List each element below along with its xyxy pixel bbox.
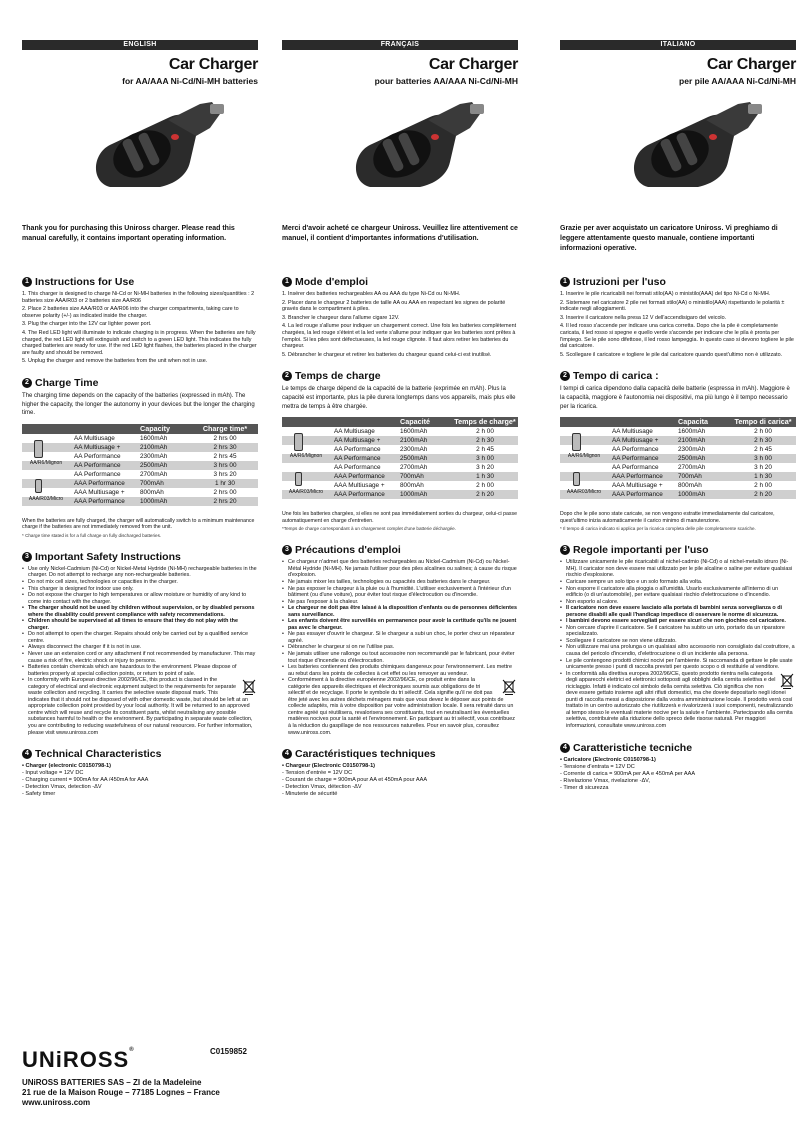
page-title: Car Charger [168, 56, 258, 73]
header-capacity: Capacité [400, 417, 430, 427]
charge-time-footnote: * Charge time stated is for a full charge on fully discharged batteries. [22, 532, 162, 538]
table-row [22, 479, 258, 488]
list-item: 3. Plug the charger into the 12V car lighter power port. [22, 321, 152, 328]
capacity-cell: 700mAh [140, 479, 164, 487]
aa-size-label: AA/R6/Mignon [29, 459, 63, 466]
battery-type-cell: AA Performance [612, 464, 659, 472]
charge-time-cell: 3 hrs 20 [213, 470, 237, 478]
charge-time-cell: 2 h 45 [476, 446, 494, 454]
table-row [560, 463, 796, 472]
safety-item: • Do not attempt to open the charger. Repairs should only be carried out by a qualified service centre. [22, 631, 258, 644]
header-capacity: Capacita [678, 417, 708, 427]
page-title: Car Charger [428, 56, 518, 73]
list-item: • Charger (electronic C0150798-1) [22, 763, 112, 770]
list-item: 2. Placer dans le chargeur 2 batteries de taille AA ou AAA en respectant les signes de polarité gravés dans le compartiment à piles. [282, 299, 506, 313]
section-safety-heading [282, 544, 518, 556]
battery-type-cell: AA Multiusage + [74, 443, 121, 451]
header-capacity: Capacity [140, 423, 170, 433]
battery-type-cell: AAA Multiusage + [612, 482, 663, 490]
page-title: Car Charger [706, 56, 796, 73]
waste-bin-crossed-icon [780, 673, 794, 689]
number-2-icon: 2 [560, 371, 570, 381]
section-instructions-heading [22, 276, 258, 288]
safety-item: • Non cercare d'aprire il caricatore. Se il caricatore ha subito un urto, portarlo da un riparatore specializzato. [560, 625, 796, 638]
italian-column [560, 40, 796, 792]
section-safety-heading [22, 551, 258, 563]
address-line-1: UNiROSS BATTERIES SAS – ZI de la Madeleine [22, 1078, 202, 1087]
section-technical-heading [560, 742, 796, 754]
section-title: Temps de charge [295, 370, 381, 383]
safety-item: • Batteries contain chemicals which are hazardous to the environment. Please dispose of batteries properly at special collection points, or return to point of sale. [22, 664, 258, 677]
section-title: Technical Characteristics [35, 748, 162, 761]
list-item: - Courant de charge = 900mA pour AA et 450mA pour AAA [282, 777, 428, 784]
safety-item: • Il caricatore non deve essere lasciato alla portata di bambini senza sorveglianza o di persone disabili alle quali l'handicap impedisce di osservare le norme di sicurezza. [560, 605, 796, 618]
charge-time-cell: 2 hrs 30 [213, 443, 237, 451]
capacity-cell: 800mAh [678, 482, 702, 490]
safety-list [560, 559, 796, 729]
safety-item: • Children should be supervised at all times to ensure that they do not play with the charger. [22, 618, 258, 631]
number-2-icon: 2 [282, 371, 292, 381]
table-row [282, 436, 518, 445]
capacity-cell: 2700mAh [678, 464, 706, 472]
table-header [22, 424, 258, 434]
aa-battery-icon [34, 440, 43, 458]
section-title: Instructions for Use [35, 276, 135, 288]
list-item: • Caricatore (Electronic C0150798-1) [560, 756, 656, 763]
safety-item: • Utilizzare unicamente le pile ricaricabili al nichel-cadmio (Ni-Cd) o al nichel-metallo idruro (Ni-MH). Il caricator non deve essere mai utilizzato per le pile alcaline o saline per evitare qualsiasi rischio d'esplosione. [560, 559, 796, 579]
safety-item [22, 677, 258, 736]
list-item: - Rivelazione Vmax, rivelazione -ΔV, [560, 777, 650, 784]
capacity-cell: 1600mAh [140, 434, 168, 442]
document-code: C0159852 [210, 1047, 247, 1056]
table-header [560, 417, 796, 427]
header-charge-time: Charge time* [202, 423, 248, 433]
address-line-2: 21 rue de la Maison Rouge – 77185 Lognes – France [22, 1088, 220, 1097]
aaa-battery-icon [573, 472, 580, 486]
battery-type-cell: AAA Performance [334, 473, 385, 481]
battery-type-cell: AAA Multiusage + [334, 482, 385, 490]
section-title: Caractéristiques techniques [295, 748, 436, 761]
list-item: 2. Place 2 batteries size AAA/R03 or AA/R06 into the charger compartments, taking care to observe polarity (+/-) as indicated inside the charger. [22, 306, 239, 319]
battery-type-cell: AAA Performance [612, 491, 663, 499]
list-item: 1. Inserire le pile ricaricabili nei formati stilo(AA) o ministilo(AAA) del tipo Ni-Cd o Ni-MH. [560, 291, 771, 297]
section-technical-heading [22, 748, 258, 760]
capacity-cell: 1000mAh [678, 491, 706, 499]
list-item: 5. Débrancher le chargeur et retirer les batteries du chargeur quand celui-ci est inutilisé. [282, 351, 492, 358]
list-item: - Detection Vmax, détection -ΔV [282, 784, 362, 791]
aa-battery-icon [572, 433, 581, 451]
table-row [560, 472, 796, 481]
section-technical-heading [282, 748, 518, 760]
maintenance-note: Dopo che le pile sono state caricate, se non vengono estratte immediatamente dal caricatore, quest'ultimo inizia automaticamente il carico minimo di manutenzione. [560, 511, 775, 524]
intro-text: Merci d'avoir acheté ce chargeur Uniross. Veuillez lire attentivement ce manuel, il contient d'importantes informations d'utilisation. [282, 225, 518, 242]
battery-type-cell: AAA Multiusage + [74, 488, 125, 496]
capacity-cell: 1600mAh [400, 428, 428, 436]
number-1-icon: 1 [282, 277, 292, 287]
battery-type-cell: AA Performance [74, 470, 121, 478]
safety-item: • This charger is designed for indoor use only. [22, 586, 258, 593]
number-4-icon: 4 [282, 749, 292, 759]
charge-time-text: Le temps de charge dépend de la capacité de la batterie (exprimée en mAh). Plus la capacité est importante, plus la pile durera longtemps dans vos appareils, mais plus elle mettra de temps à être chargée. [282, 386, 516, 410]
aa-battery-icon [294, 433, 303, 451]
charge-time-footnote: * Il tempo di carica indicato si applica per la ricarica completa delle pile completamente scariche. [560, 526, 756, 532]
aaa-size-label: AAA/R03/Micro [28, 495, 64, 502]
safety-item: • Do not expose the charger to high temperatures or allow moisture or humidity of any kind to come into contact with the charger. [22, 592, 258, 605]
safety-item: • Do not mix cell sizes, technologies or capacities in the charger. [22, 579, 258, 586]
capacity-cell: 2500mAh [140, 461, 168, 469]
battery-type-cell: AA Performance [74, 452, 121, 460]
aaa-battery-icon [295, 472, 302, 486]
capacity-cell: 2500mAh [400, 455, 428, 463]
battery-type-cell: AAA Performance [74, 479, 125, 487]
charge-time-cell: 2 hrs 20 [213, 497, 237, 505]
charge-time-cell: 2 h 30 [476, 437, 494, 445]
section-safety-heading [560, 544, 796, 556]
instructions-list [560, 291, 796, 358]
section-title: Charge Time [35, 376, 99, 389]
charge-time-cell: 1 h 30 [476, 473, 494, 481]
charge-time-cell: 2 hrs 00 [213, 488, 237, 496]
page-subtitle: pour batteries AA/AAA Ni-Cd/Ni-MH [374, 76, 518, 86]
list-item: - Corrente di carica = 900mA per AA e 450mA per AAA [560, 770, 696, 777]
safety-item [560, 671, 796, 730]
section-charge-time-heading [22, 377, 258, 389]
company-address [22, 1078, 220, 1108]
french-column [282, 40, 518, 798]
header-charge-time: Tempo di carica* [734, 417, 792, 427]
list-item: - Timer di sicurezza [560, 784, 609, 791]
intro-text: Thank you for purchasing this Uniross charger. Please read this manual carefully, it contains important operating information. [22, 225, 235, 242]
charge-time-table [22, 424, 258, 506]
battery-type-cell: AA Performance [334, 446, 381, 454]
header-charge-time: Temps de charge* [454, 417, 516, 427]
charge-time-cell: 3 h 00 [754, 455, 772, 463]
section-title: Mode d'emploi [295, 276, 369, 288]
charge-time-cell: 2 h 20 [476, 491, 494, 499]
safety-item: • Ce chargeur n'admet que des batteries rechargeables au Nickel-Cadmium (Ni-Cd) ou Nickel-Métal Hydride (Ni-MH). Ne jamais l'utiliser pour des piles alcalines ou salines; à cause du risque d'explosion. [282, 559, 518, 579]
capacity-cell: 2300mAh [140, 452, 168, 460]
aa-size-label: AA/R6/Mignon [289, 453, 323, 460]
technical-list [22, 763, 258, 798]
safety-item: • Le pile contengono prodotti chimici nocivi per l'ambiente. Si raccomanda di gettare le pile usate unicamente presso i punti di raccolta previsti per questo scopo o di restituirle al venditore. [560, 658, 796, 671]
safety-item: • Non utilizzare mai una prolunga o un qualsiasi altro accessorio non consigliato dal costruttore, a causa del pericolo d'incendio, d'elettrocuzione o di un incidente alla persona. [560, 644, 796, 657]
list-item: - Safety timer [22, 791, 56, 798]
list-item: 5. Unplug the charger and remove the batteries from the unit when not in use. [22, 358, 208, 365]
list-item: 4. Il led rosso s'accende per indicare una carica corretta. Dopo che la pile è completamente caricata, il led rosso si spegne e quello verde s'accende per indicare che le pila è pronta per l'impiego. Se le pile sono difettose, il led rosso lampeggia. In questo caso si devono togliere le pile dal caricatore. [560, 323, 794, 350]
list-item: 3. Inserire il caricatore nella presa 12 V dell'accendisigaro del veicolo. [560, 314, 727, 321]
list-item: - Tension d'entrée = 12V DC [282, 770, 353, 777]
section-title: Tempo di carica : [573, 370, 659, 383]
table-row [22, 470, 258, 479]
safety-item: • The charger should not be used by children without supervision, or by disabled persons where the disability could prevent compliance with safety recommendations. [22, 605, 258, 618]
language-header: ENGLISH [22, 40, 258, 50]
charge-time-cell: 2 hrs 00 [213, 434, 237, 442]
english-column [22, 40, 258, 798]
charge-time-cell: 2 h 00 [754, 428, 772, 436]
number-1-icon: 1 [22, 277, 32, 287]
safety-list [22, 566, 258, 736]
list-item: 2. Sistemare nel caricatore 2 pile nei formati stilo(AA) o ministilo(AAA) rispettando le polarità ± indicate negli alloggiamenti. [560, 299, 785, 313]
charge-time-table [560, 417, 796, 499]
website-link[interactable]: www.uniross.com [22, 1098, 91, 1107]
section-title: Caratteristiche tecniche [573, 741, 693, 754]
list-item: - Minuterie de sécurité [282, 791, 338, 798]
charge-time-cell: 2 h 45 [754, 446, 772, 454]
safety-item: • Non esporre il caricatore alla pioggia o all'umidità. Usarlo esclusivamente all'interno di un edificio (o di un'automobile), per evitare qualsiasi rischio d'elettrocuzione o d'incendio. [560, 586, 796, 599]
car-charger-image [588, 92, 768, 202]
capacity-cell: 2500mAh [678, 455, 706, 463]
safety-item: • Les enfants doivent être surveillés en permanence pour avoir la certitude qu'ils ne jouent pas avec le chargeur. [282, 618, 518, 631]
battery-type-cell: AA Performance [334, 455, 381, 463]
car-charger-image [310, 92, 490, 202]
section-title: Important Safety Instructions [35, 550, 181, 563]
list-item: 4. La led rouge s'allume pour indiquer un chargement correct. Une fois les batteries complètement chargées, la led rouge s'éteint et la led verte s'allume pour indiquer que les batteries sont prêtes à l'emploi. Si les piles sont défectueuses, la led rouge clignote. Il faut alors retirer les batteries du chargeur. [282, 323, 517, 350]
charge-time-cell: 2 h 00 [476, 482, 494, 490]
table-row [560, 427, 796, 436]
recycling-text: Conformément à la directive européenne 2002/96/CE, ce produit entre dans la catégorie des appareils électriques et électroniques soumis aux obligations de tri sélectif et de recyclage. Il porte le symbole du tri sélectif. Cela signifie qu'il ne doit pas être jeté avec les autres déchets ménagers mais que vous devez le déposer aux points de collecte adaptés, mis à votre disposition par votre administration locale. Il sera retraité dans un centre agréé qui réutilisera, revalorisera ses constituants, tout en neutralisant les éventuelles matières nocives pour la santé et l'environnement. En participant au tri sélectif, vous contribuez à la réduction du gaspillage de nos ressources naturelles. Pour en savoir plus, consultez www.uniross.com. [288, 677, 515, 736]
charge-time-cell: 3 hrs 00 [213, 461, 237, 469]
table-row [282, 472, 518, 481]
charge-time-text: I tempi di carica dipendono dalla capacità delle batterie (espressa in mAh). Maggiore è la capacità, maggiore è l'autonomia nei dispositivi, ma più lungo è il tempo necessario per la ricarica. [560, 386, 790, 410]
maintenance-note: When the batteries are fully charged, the charger will automatically switch to a minimum maintenance charge if the batteries are not immediately removed from the unit. [22, 517, 255, 531]
list-item: 1. Insérer des batteries rechargeables AA ou AAA du type Ni-Cd ou Ni-MH. [282, 291, 461, 297]
aaa-size-label: AAA/R03/Micro [288, 489, 324, 496]
number-3-icon: 3 [22, 552, 32, 562]
safety-item [282, 677, 518, 736]
safety-item: • Ne jamais utiliser une rallonge ou tout accessoire non recommandé par le fabricant, pour éviter tout risque d'incendie ou d'électrocution. [282, 651, 518, 664]
table-row [560, 436, 796, 445]
battery-type-cell: AA Multiusage [612, 428, 653, 436]
aaa-size-label: AAA/R03/Micro [566, 489, 602, 496]
safety-item: • Ne jamais mixer les tailles, technologies ou capacités des batteries dans le chargeur. [282, 579, 518, 586]
recycling-text: In conformità alla direttiva europea 2002/96/CE, questo prodotto rientra nella categoria degli apparecchi elettrici ed elettronici sottoposti agli obblighi della cernita selettiva e del riciclaggio. Infatti è indicato col simbolo della cernita selettiva. Ciò significa che non deve essere gettato insieme agli altri rifiuti domestici, ma che dovete depositarlo negli idonei punti di raccolta messi a disposizione dalla vostra amministrazione locale. Il prodotto verrà così trattato in un centro autorizzato che riutilizzerà e rivalorizzerà i suoi componenti, neutralizzando al tempo stesso le eventuali materie nocive per la salute e l'ambiente. Partecipando alla cernita selettiva, contribuirete alla riduzione dello spreco delle risorse naturali. Per maggiori informazioni, consultate www.uniross.com [566, 670, 793, 729]
safety-item: • Les batteries contiennent des produits chimiques dangereux pour l'environnement. Les mettre au rebut dans les points de collectes à cet effet ou les renvoyer au vendeur. [282, 664, 518, 677]
number-3-icon: 3 [282, 545, 292, 555]
list-item: - Charging current = 900mA for AA /450mA for AAA [22, 777, 149, 784]
battery-type-cell: AAA Performance [74, 497, 125, 505]
charge-time-cell: 1 hr 30 [215, 479, 235, 487]
charge-time-cell: 2 h 20 [754, 491, 772, 499]
capacity-cell: 2700mAh [400, 464, 428, 472]
list-item: 4. The Red LED light will illuminate to indicate charging is in progress. When the batteries are fully charged, the red LED light will extinguish and switch to a green LED light. This indicates the fully charged batteries are ready for use. If the red LED light flashes, the batteries placed in the charger are faulty and should be removed. [22, 329, 257, 356]
charge-time-cell: 2 h 30 [754, 437, 772, 445]
capacity-cell: 2700mAh [140, 470, 168, 478]
section-title: Précautions d'emploi [295, 544, 401, 557]
safety-item: • Non esporlo al calore. [560, 599, 796, 606]
number-1-icon: 1 [560, 277, 570, 287]
aa-size-label: AA/R6/Mignon [567, 453, 601, 460]
instructions-list [282, 291, 518, 358]
technical-list [560, 757, 796, 792]
table-row [22, 443, 258, 452]
number-4-icon: 4 [560, 743, 570, 753]
capacity-cell: 800mAh [140, 488, 164, 496]
capacity-cell: 800mAh [400, 482, 424, 490]
instructions-list [22, 291, 258, 365]
section-instructions-heading [560, 276, 796, 288]
page-subtitle: for AA/AAA Ni-Cd/Ni-MH batteries [122, 76, 258, 86]
battery-type-cell: AAA Performance [612, 473, 663, 481]
charge-time-table [282, 417, 518, 499]
waste-bin-crossed-icon [242, 679, 256, 695]
battery-type-cell: AA Multiusage + [612, 437, 659, 445]
aaa-battery-icon [35, 479, 42, 493]
safety-item: • Débrancher le chargeur si on ne l'utilise pas. [282, 644, 518, 651]
list-item: 5. Scollegare il caricatore e togliere le pile dal caricatore quando quest'ultimo non è utilizzato. [560, 351, 783, 358]
charge-time-footnote: *Temps de charge correspondant à un chargement complet d'une batterie déchargée. [282, 526, 457, 532]
capacity-cell: 2300mAh [678, 446, 706, 454]
battery-type-cell: AA Performance [74, 461, 121, 469]
list-item: 3. Brancher le chargeur dans l'allume cigare 12V. [282, 314, 400, 321]
table-header [282, 417, 518, 427]
section-title: Regole importanti per l'uso [573, 544, 709, 557]
battery-type-cell: AA Multiusage [74, 434, 115, 442]
safety-item: • Ne pas l'exposer à la chaleur. [282, 599, 518, 606]
section-title: Istruzioni per l'uso [573, 276, 666, 288]
charge-time-cell: 3 h 20 [476, 464, 494, 472]
table-row [22, 434, 258, 443]
capacity-cell: 700mAh [678, 473, 702, 481]
safety-item: • Le chargeur ne doit pas être laissé à la disposition d'enfants ou de personnes déficientes sans surveillance. [282, 605, 518, 618]
capacity-cell: 2100mAh [140, 443, 168, 451]
safety-item: • Always disconnect the charger if it is not in use. [22, 644, 258, 651]
charge-time-cell: 2 hrs 45 [213, 452, 237, 460]
charge-time-cell: 2 h 00 [754, 482, 772, 490]
language-header: ITALIANO [560, 40, 796, 50]
battery-type-cell: AA Performance [612, 446, 659, 454]
battery-type-cell: AA Performance [334, 464, 381, 472]
safety-item: • Scollegare il caricatore se non viene utilizzato. [560, 638, 796, 645]
list-item: - Input voltage = 12V DC [22, 770, 84, 777]
car-charger-image [50, 92, 230, 202]
battery-type-cell: AA Multiusage [334, 428, 375, 436]
number-2-icon: 2 [22, 378, 32, 388]
number-4-icon: 4 [22, 749, 32, 759]
table-row [282, 463, 518, 472]
safety-item: • Caricare sempre un solo tipo e un solo formato alla volta. [560, 579, 796, 586]
safety-list [282, 559, 518, 736]
waste-bin-crossed-icon [502, 679, 516, 695]
page-subtitle: per pile AA/AAA Ni-Cd/Ni-MH [679, 76, 796, 86]
capacity-cell: 1000mAh [140, 497, 168, 505]
capacity-cell: 2300mAh [400, 446, 428, 454]
uniross-logo [22, 1047, 135, 1073]
logo-text: UNiROSS [22, 1047, 130, 1072]
battery-type-cell: AA Multiusage + [334, 437, 381, 445]
list-item: 1. This charger is designed to charge Ni-Cd or Ni-MH batteries in the following sizes/quantities : 2 batteries size AAA/R03 or 2 batteries size AA/R06 [22, 291, 255, 304]
section-charge-time-heading [282, 370, 518, 382]
list-item: - Detection Vmax, detection -ΔV [22, 784, 102, 791]
charge-time-cell: 3 h 20 [754, 464, 772, 472]
section-instructions-heading [282, 276, 518, 288]
capacity-cell: 700mAh [400, 473, 424, 481]
list-item: • Chargeur (Electronic C0150798-1) [282, 763, 376, 770]
charge-time-cell: 1 h 30 [754, 473, 772, 481]
maintenance-note: Une fois les batteries chargées, si elles ne sont pas immédiatement sorties du chargeur, celui-ci passe automatiquement en charge d'entretien. [282, 511, 517, 524]
registered-mark: ® [129, 1047, 135, 1053]
safety-item: • Ne pas essayer d'ouvrir le chargeur. Si le chargeur a subi un choc, le porter chez un réparateur agréé. [282, 631, 518, 644]
number-3-icon: 3 [560, 545, 570, 555]
capacity-cell: 2100mAh [678, 437, 706, 445]
safety-item: • Ne pas exposer le chargeur à la pluie ou à l'humidité. L'utiliser exclusivement à l'intérieur d'un bâtiment (ou d'une voiture), pour éviter tout risque d'électrocution ou d'incendie. [282, 586, 518, 599]
list-item: - Tensione d'entrata = 12V DC [560, 763, 635, 770]
technical-list [282, 763, 518, 798]
charge-time-cell: 2 h 00 [476, 428, 494, 436]
capacity-cell: 1600mAh [678, 428, 706, 436]
charge-time-cell: 3 h 00 [476, 455, 494, 463]
battery-type-cell: AAA Performance [334, 491, 385, 499]
safety-item: • I bambini devono essere sorvegliati per essere sicuri che non giochino col caricatore. [560, 618, 796, 625]
safety-item: • Use only Nickel-Cadmium (Ni-Cd) or Nickel-Metal Hydride (Ni-MH) rechargeable batteries in the charger. Do not attempt to recharge any non-rechargeable batteries. [22, 566, 258, 579]
safety-item: • Never use an extension cord or any attachment if not recommended by manufacturer. This may cause a risk of fire, electric shock or injury to persons. [22, 651, 258, 664]
table-row [282, 427, 518, 436]
capacity-cell: 1000mAh [400, 491, 428, 499]
recycling-text: In conformity with European directive 2002/96/CE, this product is classed in the category of electrical and electronic equipment subject to the requirements for separate waste collection and recycling. It carries the selective waste disposal mark. This indicates that it should not be disposed of with other domestic waste, but should be left at an appropriate collection point provided by your local authority. It will be returned to an approved centre which will reuse and recycle its constituent parts, whilst neutralising any possible substances harmful to health or the environment. By participating in separate waste collection, you are contributing to reducing wastefulness of our natural resources. For further information, please visit www.uniross.com [28, 677, 253, 736]
section-charge-time-heading [560, 370, 796, 382]
charge-time-text: The charging time depends on the capacity of the batteries (expressed in mAh). The higher the capacity, the longer the autonomy in your devices but the longer the charging time. [22, 392, 255, 417]
intro-text: Grazie per aver acquistato un caricatore Uniross. Vi preghiamo di leggere attentamente questo manuale, contiene importanti informazioni operative. [560, 225, 778, 252]
capacity-cell: 2100mAh [400, 437, 428, 445]
language-header: FRANÇAIS [282, 40, 518, 50]
battery-type-cell: AA Performance [612, 455, 659, 463]
